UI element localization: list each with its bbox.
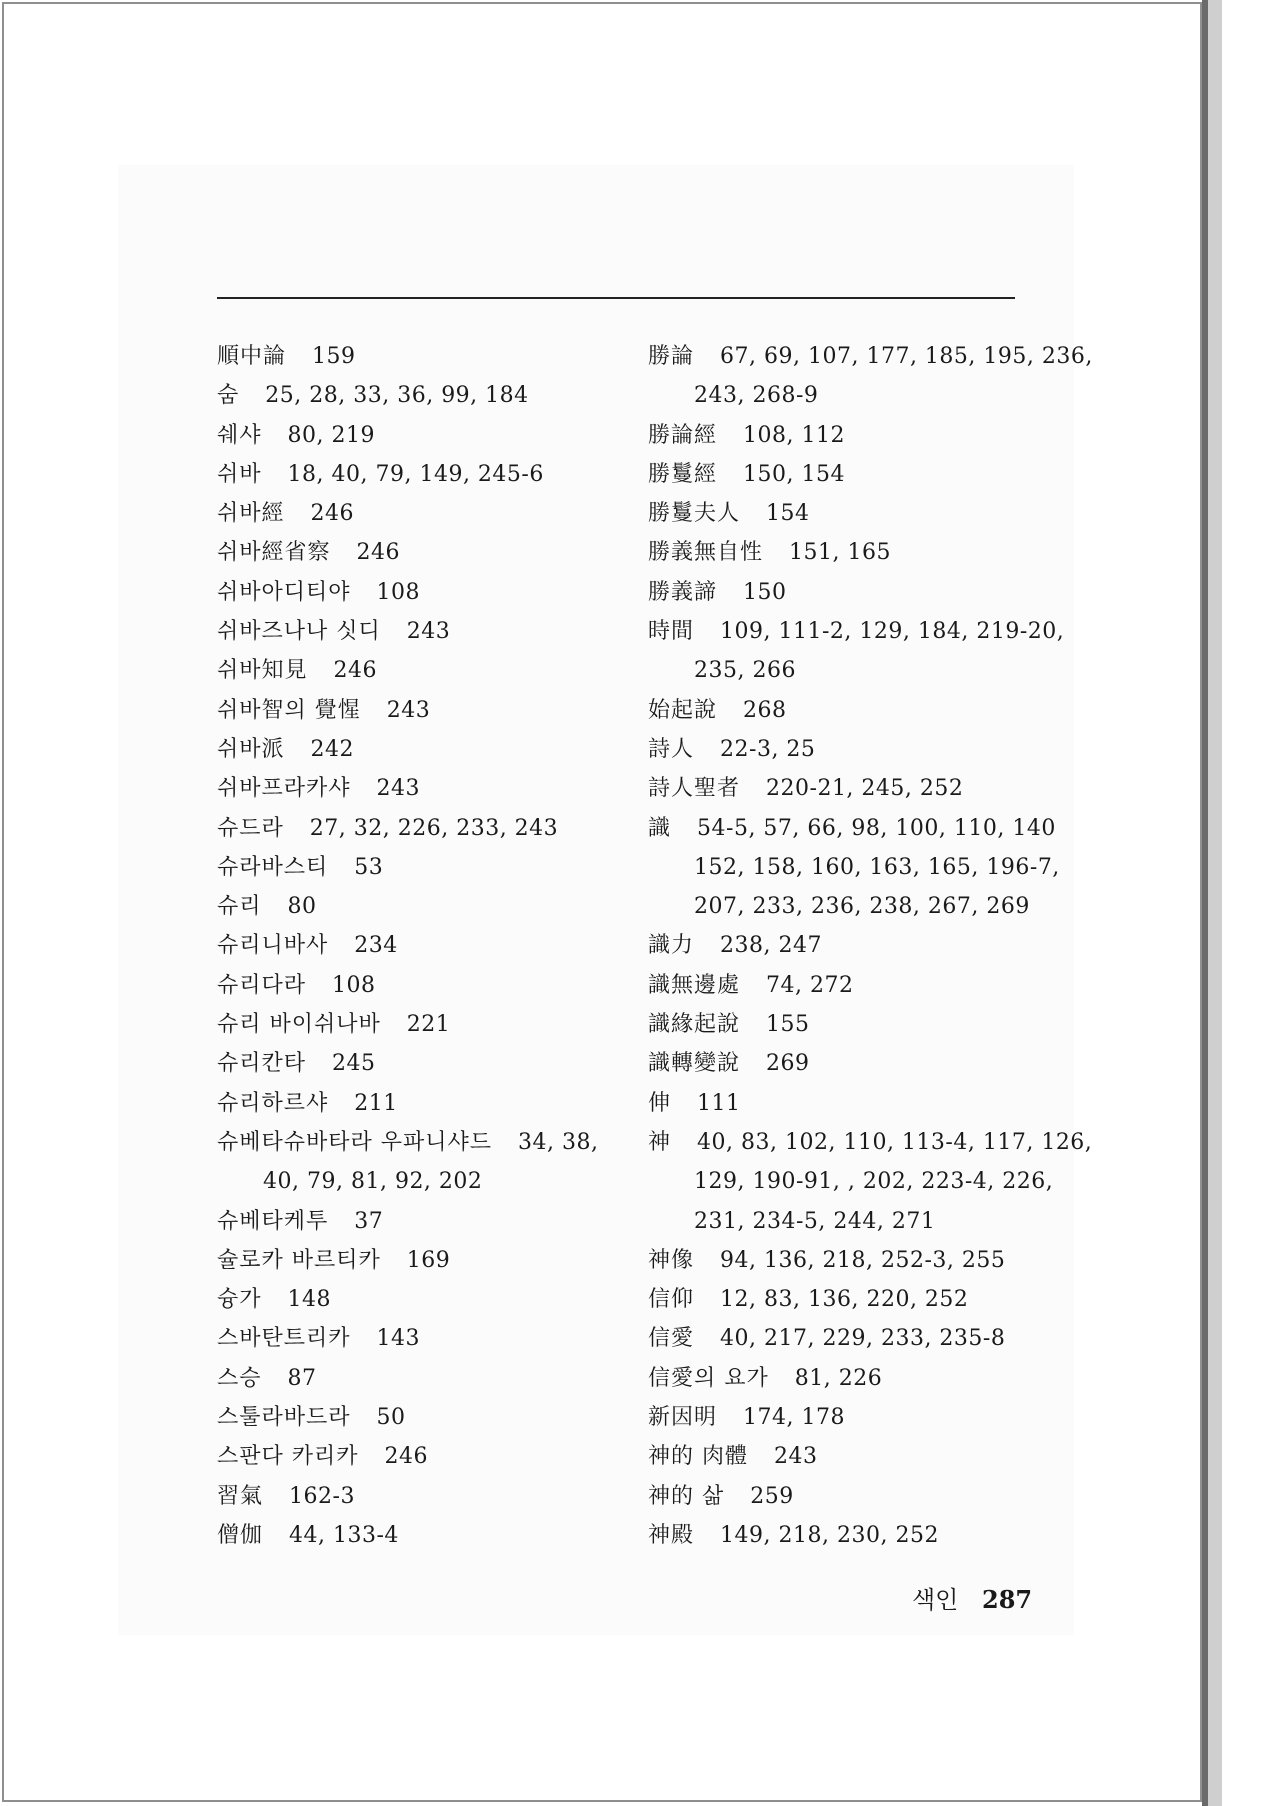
index-term: 쉬바즈나나 싯디 <box>217 619 381 645</box>
index-term: 숨 <box>217 383 240 409</box>
index-entry <box>217 1359 637 1398</box>
index-pages: 221 <box>406 1012 451 1038</box>
index-term: 識緣起說 <box>648 1012 741 1038</box>
index-pages: 81, 226 <box>794 1365 883 1391</box>
index-pages: 243 <box>376 776 421 802</box>
footer-label: 색인 <box>912 1586 959 1614</box>
index-pages: 151, 165 <box>789 540 891 566</box>
index-term: 슈리 바이쉬나바 <box>217 1012 381 1038</box>
index-pages: 246 <box>333 658 378 684</box>
index-entry <box>648 1437 1068 1476</box>
index-entry <box>217 416 637 455</box>
index-pages: 50 <box>376 1405 406 1431</box>
index-term: 勝論經 <box>648 422 718 448</box>
index-entry <box>217 1516 637 1555</box>
index-entry <box>217 966 637 1005</box>
index-term: 僧伽 <box>217 1522 264 1548</box>
index-term: 神的 삶 <box>648 1483 725 1509</box>
index-pages: 74, 272 <box>766 972 854 998</box>
index-pages: 159 <box>312 344 356 369</box>
index-pages: 34, 38, <box>518 1129 599 1155</box>
index-pages: 246 <box>310 501 355 527</box>
index-term: 스승 <box>217 1365 262 1391</box>
index-term: 슈리하르샤 <box>217 1090 329 1116</box>
index-term: 쉐샤 <box>217 422 262 448</box>
index-entry <box>217 769 637 808</box>
page-edge-highlight <box>1208 0 1222 1806</box>
index-pages-continued: 235, 266 <box>694 658 796 684</box>
index-pages: 268 <box>743 697 787 723</box>
index-entry <box>217 1241 637 1280</box>
index-pages: 149, 218, 230, 252 <box>720 1522 939 1548</box>
index-pages: 243 <box>406 619 451 645</box>
index-entry <box>648 1123 1093 1241</box>
index-entry <box>217 691 637 730</box>
index-entry <box>217 1202 637 1241</box>
index-pages: 94, 136, 218, 252-3, 255 <box>720 1247 1006 1273</box>
index-pages: 40, 217, 229, 233, 235-8 <box>720 1326 1006 1352</box>
index-pages: 37 <box>354 1208 384 1234</box>
index-pages: 67, 69, 107, 177, 185, 195, 236, <box>720 344 1093 369</box>
index-pages: 169 <box>406 1247 451 1273</box>
index-pages: 111 <box>697 1090 741 1116</box>
index-entry <box>217 848 637 887</box>
index-pages: 154 <box>766 501 810 527</box>
index-pages: 162-3 <box>289 1483 355 1509</box>
page-number: 287 <box>982 1585 1033 1614</box>
index-entry <box>648 1516 1068 1555</box>
index-entry <box>648 1005 1068 1044</box>
index-term: 信仰 <box>648 1287 695 1313</box>
index-pages: 242 <box>310 736 355 762</box>
index-entry <box>648 416 1068 455</box>
index-pages: 53 <box>354 854 384 880</box>
index-term: 슈리칸타 <box>217 1051 307 1077</box>
index-term: 쉬바아디티야 <box>217 579 351 605</box>
index-pages: 108 <box>332 972 376 998</box>
index-term: 神像 <box>648 1247 695 1273</box>
index-pages: 243 <box>774 1444 818 1470</box>
index-pages: 87 <box>287 1365 317 1391</box>
index-entry <box>648 1398 1068 1437</box>
index-entry <box>217 1437 637 1476</box>
index-term: 쉬바프라카샤 <box>217 776 351 802</box>
index-entry <box>648 1280 1068 1319</box>
index-entry <box>648 1319 1068 1358</box>
index-term: 勝義諦 <box>648 579 718 605</box>
index-term: 勝義無自性 <box>648 540 764 566</box>
index-entry <box>648 809 1068 927</box>
index-term: 슈베타슈바타라 우파니샤드 <box>217 1129 493 1155</box>
index-entry <box>217 926 637 965</box>
index-pages: 80 <box>287 894 317 920</box>
index-entry <box>217 1123 637 1202</box>
index-pages-continued: 207, 233, 236, 238, 267, 269 <box>694 894 1030 920</box>
index-pages: 174, 178 <box>743 1405 845 1431</box>
index-pages: 246 <box>356 540 401 566</box>
index-entry <box>217 730 637 769</box>
index-entry <box>648 533 1068 572</box>
index-term: 쉬바經省察 <box>217 540 331 566</box>
index-term: 識無邊處 <box>648 972 741 998</box>
index-pages: 269 <box>766 1051 810 1077</box>
index-term: 順中論 <box>217 344 287 369</box>
index-entry <box>217 376 637 415</box>
index-term: 信愛의 요가 <box>648 1365 769 1391</box>
index-entry <box>217 651 637 690</box>
index-term: 슈라바스티 <box>217 854 329 880</box>
index-pages: 148 <box>287 1287 332 1313</box>
header-rule <box>217 297 1015 299</box>
index-term: 詩人 <box>648 736 695 762</box>
index-pages: 246 <box>384 1444 429 1470</box>
index-pages: 109, 111-2, 129, 184, 219-20, <box>720 619 1065 645</box>
index-pages: 54-5, 57, 66, 98, 100, 110, 140 <box>697 815 1056 841</box>
index-term: 識 <box>648 815 672 841</box>
index-term: 슐로카 바르티카 <box>217 1247 381 1273</box>
index-entry <box>648 1084 1068 1123</box>
index-term: 勝鬘夫人 <box>648 501 741 527</box>
index-term: 識轉變說 <box>648 1051 741 1077</box>
index-pages: 143 <box>376 1326 421 1352</box>
index-entry <box>648 1477 1068 1516</box>
index-entry <box>648 494 1068 533</box>
index-pages: 211 <box>354 1090 398 1116</box>
index-entry <box>217 1477 637 1516</box>
index-pages-continued: 40, 79, 81, 92, 202 <box>263 1169 483 1195</box>
index-entry <box>217 455 637 494</box>
index-pages: 80, 219 <box>287 422 375 448</box>
index-entry <box>217 337 637 376</box>
index-term: 슈리다라 <box>217 972 307 998</box>
index-pages: 25, 28, 33, 36, 99, 184 <box>265 383 529 409</box>
index-term: 神殿 <box>648 1522 695 1548</box>
index-pages: 108, 112 <box>743 422 845 448</box>
index-pages: 12, 83, 136, 220, 252 <box>720 1287 969 1313</box>
index-pages: 150 <box>743 579 787 605</box>
index-entry <box>217 1005 637 1044</box>
index-term: 쉬바派 <box>217 736 285 762</box>
index-term: 勝鬘經 <box>648 461 718 487</box>
index-term: 쉬바智의 覺惺 <box>217 697 361 723</box>
index-term: 識力 <box>648 933 695 959</box>
index-entry <box>217 1084 637 1123</box>
index-entry <box>217 887 637 926</box>
index-entry <box>217 573 637 612</box>
index-term: 슈베타케투 <box>217 1208 329 1234</box>
index-pages: 220-21, 245, 252 <box>766 776 964 802</box>
index-pages: 245 <box>332 1051 376 1077</box>
index-entry <box>217 1044 637 1083</box>
index-term: 쉬바知見 <box>217 658 308 684</box>
index-entry <box>648 1044 1068 1083</box>
index-term: 神 <box>648 1129 672 1155</box>
index-pages-continued: 129, 190-91, , 202, 223-4, 226, <box>694 1169 1054 1195</box>
index-column-left <box>217 337 637 1555</box>
index-term: 詩人聖者 <box>648 776 741 802</box>
index-pages: 155 <box>766 1012 810 1038</box>
index-entry <box>217 533 637 572</box>
index-entry <box>217 1398 637 1437</box>
index-pages: 22-3, 25 <box>720 736 816 762</box>
index-term: 伸 <box>648 1090 672 1116</box>
index-entry <box>217 612 637 651</box>
index-pages: 44, 133-4 <box>289 1522 399 1548</box>
index-term: 信愛 <box>648 1326 695 1352</box>
index-pages: 234 <box>354 933 398 959</box>
index-term: 슈리 <box>217 894 262 920</box>
index-term: 스툴라바드라 <box>217 1405 351 1431</box>
index-entry <box>648 769 1068 808</box>
viewer-margin <box>1222 0 1277 1806</box>
index-entry <box>648 1359 1068 1398</box>
index-term: 神的 肉體 <box>648 1444 748 1470</box>
index-pages: 259 <box>750 1483 794 1509</box>
index-entry <box>648 691 1068 730</box>
index-pages: 108 <box>376 579 421 605</box>
index-pages: 18, 40, 79, 149, 245-6 <box>287 461 544 487</box>
index-entry <box>217 1280 637 1319</box>
index-term: 슝가 <box>217 1287 262 1313</box>
index-term: 스판다 카리카 <box>217 1444 359 1470</box>
index-entry <box>217 494 637 533</box>
index-entry <box>648 573 1068 612</box>
index-term: 스바탄트리카 <box>217 1326 351 1352</box>
index-column-right <box>648 337 1093 1555</box>
index-pages: 40, 83, 102, 110, 113-4, 117, 126, <box>697 1129 1093 1155</box>
index-term: 슈드라 <box>217 815 284 841</box>
index-entry <box>648 966 1068 1005</box>
index-pages: 243 <box>386 697 431 723</box>
index-pages-continued: 231, 234-5, 244, 271 <box>694 1208 936 1234</box>
index-pages: 238, 247 <box>720 933 822 959</box>
index-entry <box>217 1319 637 1358</box>
index-term: 쉬바 <box>217 461 262 487</box>
index-entry <box>648 1241 1068 1280</box>
index-entry <box>648 730 1068 769</box>
index-term: 時間 <box>648 619 695 645</box>
index-pages: 150, 154 <box>743 461 845 487</box>
index-term: 習氣 <box>217 1483 264 1509</box>
index-term: 슈리니바사 <box>217 933 329 959</box>
index-pages: 27, 32, 226, 233, 243 <box>309 815 559 841</box>
index-term: 新因明 <box>648 1405 718 1431</box>
index-term: 勝論 <box>648 344 695 369</box>
index-pages-continued: 243, 268-9 <box>694 383 819 409</box>
index-entry <box>648 612 1068 691</box>
index-term: 쉬바經 <box>217 501 285 527</box>
index-pages-continued: 152, 158, 160, 163, 165, 196-7, <box>694 854 1060 880</box>
index-entry <box>217 809 637 848</box>
index-entry <box>648 337 1093 416</box>
page-footer <box>912 1580 1032 1615</box>
index-entry <box>648 926 1068 965</box>
index-term: 始起說 <box>648 697 718 723</box>
index-entry <box>648 455 1068 494</box>
